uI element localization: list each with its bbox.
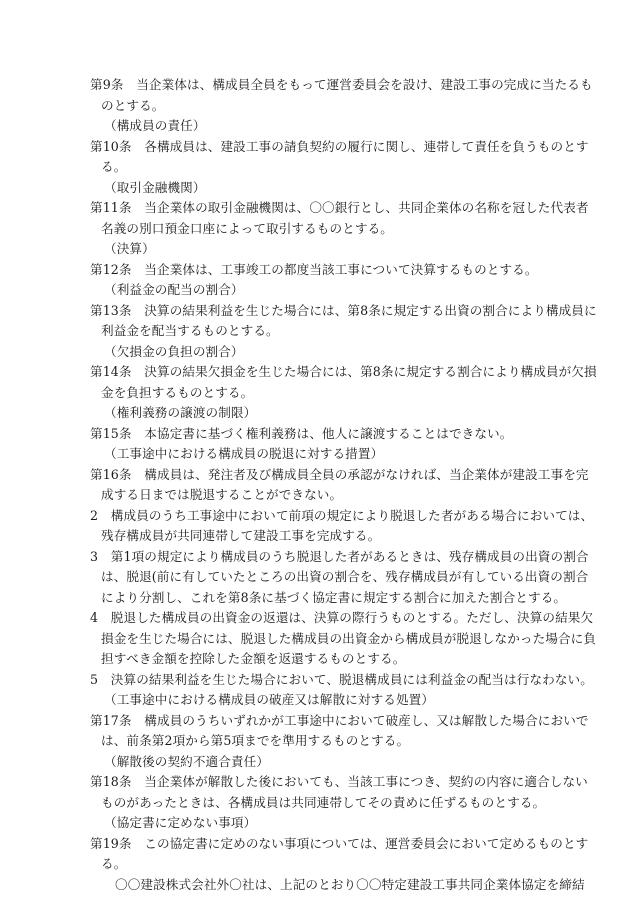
- continuation-line: 成する日までは脱退することができない。: [101, 487, 343, 502]
- closing-line: 〇〇建設株式会社外〇社は、上記のとおり〇〇特定建設工事共同企業体協定を締結: [115, 876, 585, 892]
- section-heading: （取引金融機関）: [104, 179, 206, 195]
- article-line: 第17条 構成員のうちいずれかが工事途中において破産し、又は解散した場合においで: [90, 712, 589, 728]
- article-line: 4 脱退した構成員の出資金の返還は、決算の際行うものとする。ただし、決算の結果欠: [90, 610, 594, 625]
- article-line: 2 構成員のうち工事途中において前項の規定により脱退した者がある場合においては、: [90, 507, 594, 523]
- continuation-line: 損金を生じた場合には、脱退した構成員の出資金から構成員が脱退しなかった場合に負: [101, 630, 597, 646]
- section-heading: （欠損金の負担の割合）: [104, 343, 244, 359]
- article-line: 第18条 当企業体が解散した後においても、当該工事につき、契約の内容に適合しない: [90, 774, 588, 789]
- section-heading: （工事途中における構成員の破産又は解散に対する処置）: [104, 692, 435, 707]
- continuation-line: る。: [101, 159, 127, 174]
- section-heading: （利益金の配当の割合）: [104, 282, 244, 297]
- continuation-line: る。: [101, 856, 127, 871]
- article-line: 第14条 決算の結果欠損金を生じた場合には、第8条に規定する割合により構成員が欠損: [90, 364, 597, 379]
- section-heading: （解散後の契約不適合責任）: [104, 753, 270, 769]
- section-heading: （権利義務の譲渡の制限）: [104, 405, 257, 420]
- continuation-line: は、前条第2項から第5項までを準用するものとする。: [101, 733, 410, 748]
- continuation-line: 名義の別口預金口座によって取引するものとする。: [101, 220, 393, 236]
- continuation-line: 担すべき金額を控除した金額を返還するものとする。: [101, 651, 406, 666]
- continuation-line: のとする。: [101, 97, 165, 113]
- article-line: 第15条 本協定書に基づく権利義務は、他人に譲渡することはできない。: [90, 425, 513, 441]
- article-line: 第11条 当企業体の取引金融機関は、〇〇銀行とし、共同企業体の名称を冠した代表者: [90, 200, 589, 215]
- article-line: 第10条 各構成員は、建設工事の請負契約の履行に関し、連帯して責任を負うものとす: [90, 138, 589, 154]
- continuation-line: 残存構成員が共同連帯して建設工事を完成する。: [101, 528, 381, 543]
- article-line: 第13条 決算の結果利益を生じた場合には、第8条に規定する出資の割合により構成員に: [90, 302, 597, 318]
- article-line: 5 決算の結果利益を生じた場合において、脱退構成員には利益金の配当は行なわない。: [90, 671, 593, 687]
- article-line: 第12条 当企業体は、工事竣工の都度当該工事について決算するものとする。: [90, 261, 538, 277]
- continuation-line: により分割し、これを第8条に基づく協定書に規定する割合に加えた割合とする。: [101, 589, 567, 605]
- continuation-line: 利益金を配当するものとする。: [101, 323, 279, 338]
- section-heading: （構成員の責任）: [104, 118, 206, 133]
- section-heading: （工事途中における構成員の脱退に対する措置）: [104, 446, 384, 461]
- article-line: 第16条 構成員は、発注者及び構成員全員の承認がなければ、当企業体が建設工事を完: [90, 466, 589, 482]
- continuation-line: 金を負担するものとする。: [101, 384, 254, 400]
- continuation-line: ものがあったときは、各構成員は共同連帯してその責めに任ずるものとする。: [101, 794, 546, 810]
- section-heading: （決算）: [104, 241, 155, 256]
- continuation-line: は、脱退(前に有していたところの出資の割合を、残存構成員が有している出資の割合: [101, 569, 589, 584]
- article-line: 第9条 当企業体は、構成員全員をもって運営委員会を設け、建設工事の完成に当たるも: [90, 77, 593, 92]
- article-line: 第19条 この協定書に定めのない事項については、運営委員会において定めるものとす: [90, 835, 589, 851]
- article-line: 3 第1項の規定により構成員のうち脱退した者があるときは、残存構成員の出資の割合: [90, 548, 589, 564]
- section-heading: （協定書に定めない事項）: [104, 815, 257, 830]
